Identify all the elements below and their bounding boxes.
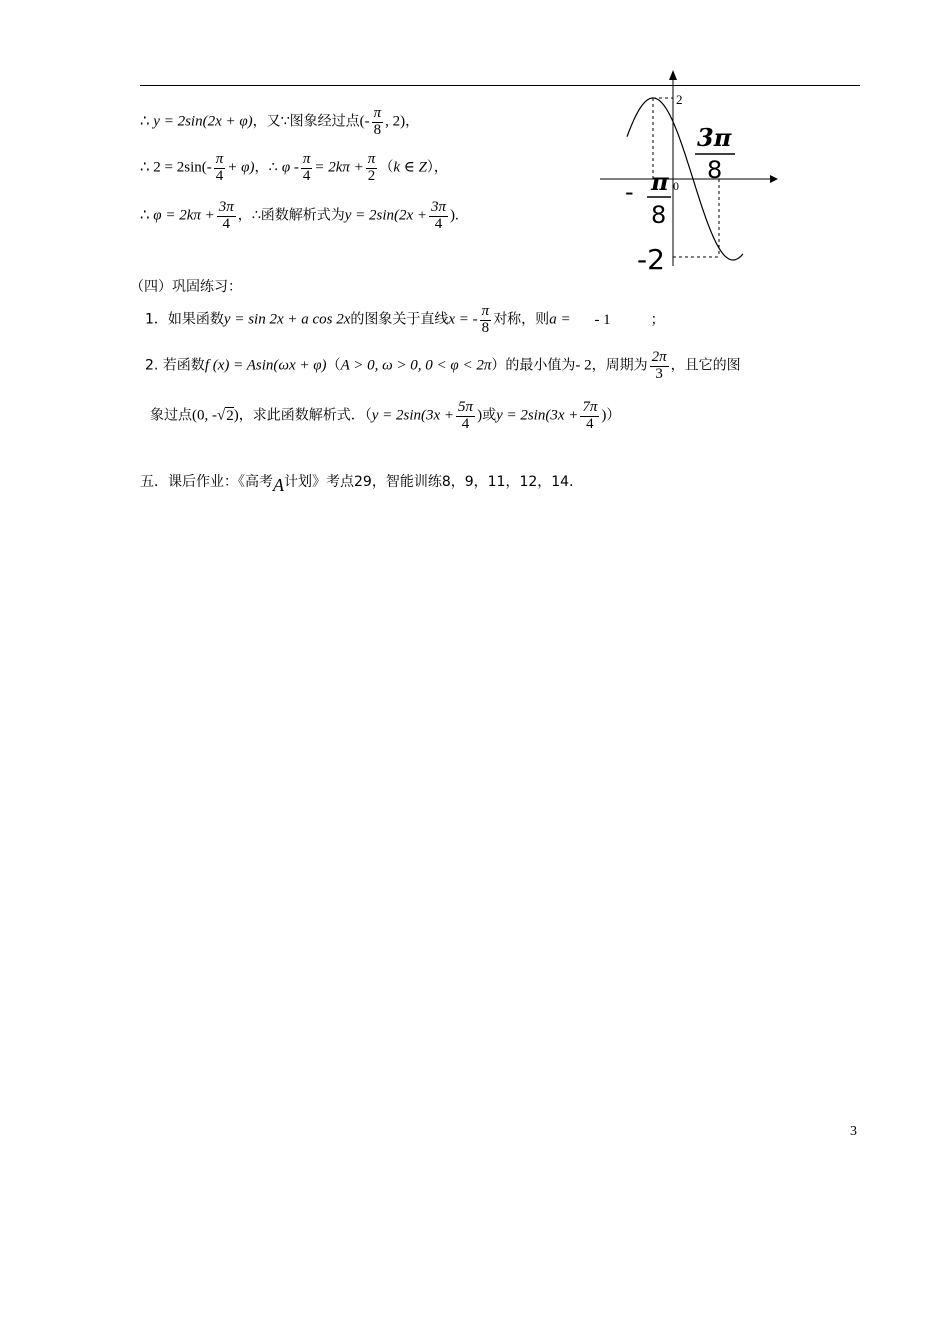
question-text: ，且它的图 xyxy=(670,357,741,374)
sqrt-icon: √ xyxy=(217,407,226,424)
text: ，又∵图象经过点 xyxy=(252,113,360,130)
question-text: 对称，则 xyxy=(493,311,550,328)
denominator: 4 xyxy=(222,215,231,232)
point-open: (- xyxy=(359,113,370,130)
question-text: 象过点 xyxy=(150,407,192,424)
period: . xyxy=(455,207,459,224)
derivation-line-1 xyxy=(140,106,419,139)
question-text: ）的最小值为 xyxy=(491,357,576,374)
homework-text: 计划》考点29，智能训练8，9，11，12，14． xyxy=(284,474,584,490)
denominator: 3 xyxy=(655,365,663,382)
numerator: π xyxy=(367,151,376,167)
denominator: 8 xyxy=(373,121,382,138)
numerator: π xyxy=(302,151,311,167)
exercises-heading: （四）巩固练习： xyxy=(130,279,242,295)
fraction xyxy=(580,400,599,433)
equation-part: y = 2sin(2x + xyxy=(344,207,428,224)
left-frac-num: π xyxy=(651,167,669,196)
fraction xyxy=(650,350,669,383)
numerator: π xyxy=(373,105,382,121)
exercise-2-line-1 xyxy=(145,350,741,383)
homework-line xyxy=(140,470,584,495)
numerator: 3π xyxy=(218,199,234,215)
numerator: π xyxy=(481,303,490,319)
exercise-2-line-2 xyxy=(150,400,620,433)
text: ，∴函数解析式为 xyxy=(237,207,345,224)
point-close: , 2) xyxy=(385,113,406,130)
numerator: 5π xyxy=(458,399,474,415)
homework-a-letter: A xyxy=(273,475,284,495)
y-max-label: 2 xyxy=(676,92,683,107)
equation-part: φ = 2kπ + xyxy=(153,207,215,224)
paren: ） xyxy=(606,407,621,424)
or-text: 或 xyxy=(482,407,497,424)
numerator: 2π xyxy=(651,349,667,365)
question-text: 的图象关于直线 xyxy=(350,311,449,328)
semicolon: ； xyxy=(650,311,665,328)
line-eq: x = - xyxy=(448,311,478,328)
left-minus: - xyxy=(625,178,634,206)
condition: k ∈ Z xyxy=(393,159,427,176)
equation: y = 2sin(2x + φ) xyxy=(153,113,253,130)
min-value: - 2 xyxy=(575,357,592,374)
denominator: 4 xyxy=(586,415,594,432)
origin-label: 0 xyxy=(673,179,679,193)
point: (0, - xyxy=(192,407,217,424)
answer-1: y = 2sin(3x + xyxy=(371,407,455,424)
conditions: A > 0, ω > 0, 0 < φ < 2π xyxy=(340,357,492,374)
denominator: 4 xyxy=(461,415,470,432)
sine-graph xyxy=(595,66,785,276)
therefore-symbol: ∴ xyxy=(140,113,154,130)
homework-text: 五．课后作业：《高考 xyxy=(140,474,273,490)
denominator: 8 xyxy=(481,319,490,336)
equation-part: φ - xyxy=(281,159,299,176)
equation-part: 2 = 2sin(- xyxy=(153,159,212,176)
function: f (x) = Asin(ωx + φ) xyxy=(204,357,327,374)
x-axis-arrow-icon xyxy=(770,175,778,183)
paren: （ xyxy=(326,357,341,374)
denominator: 4 xyxy=(215,167,224,184)
numerator: π xyxy=(215,151,224,167)
question-text: ，求此函数解析式．（ xyxy=(238,407,372,424)
derivation-line-2 xyxy=(140,152,448,185)
sqrt-value: 2 xyxy=(226,407,234,424)
equation-part: = 2kπ + xyxy=(314,159,364,176)
paren: ）， xyxy=(426,159,448,176)
fraction xyxy=(480,304,492,337)
close-paren: ) xyxy=(601,407,607,424)
left-frac-den: 8 xyxy=(651,201,667,229)
fraction xyxy=(429,200,448,233)
answer: - 1 xyxy=(594,311,611,328)
function: y = sin 2x + a cos 2x xyxy=(223,311,351,328)
paren: （ xyxy=(379,159,394,176)
close-paren: ) xyxy=(450,207,456,224)
right-frac-num: 3π xyxy=(697,123,732,152)
equation-part: + φ) xyxy=(227,159,255,176)
variable: a = xyxy=(549,311,571,328)
exercise-1 xyxy=(145,304,665,337)
answer-2: y = 2sin(3x + xyxy=(496,407,579,424)
y-min-label: -2 xyxy=(637,243,665,276)
denominator: 4 xyxy=(302,167,311,184)
fraction xyxy=(372,106,384,139)
denominator: 2 xyxy=(367,167,376,184)
derivation-line-3 xyxy=(140,200,459,233)
comma: ， xyxy=(405,113,420,130)
fraction xyxy=(366,152,378,185)
text: ，∴ xyxy=(254,159,282,176)
therefore-symbol: ∴ xyxy=(140,159,154,176)
y-axis-arrow-icon xyxy=(669,70,677,80)
therefore-symbol: ∴ xyxy=(140,207,154,224)
question-text: 1．如果函数 xyxy=(145,311,224,328)
denominator: 4 xyxy=(434,215,443,232)
fraction xyxy=(214,152,226,185)
fraction xyxy=(301,152,313,185)
numerator: 3π xyxy=(431,199,447,215)
question-text: ，周期为 xyxy=(591,357,648,374)
question-text: 2. 若函数 xyxy=(145,357,205,374)
fraction xyxy=(217,200,236,233)
right-frac-den: 8 xyxy=(707,156,723,184)
fraction xyxy=(456,400,475,433)
numerator: 7π xyxy=(582,399,598,415)
page-number: 3 xyxy=(850,1124,857,1139)
close-paren: ) xyxy=(477,407,483,424)
close-paren: ) xyxy=(233,407,239,424)
